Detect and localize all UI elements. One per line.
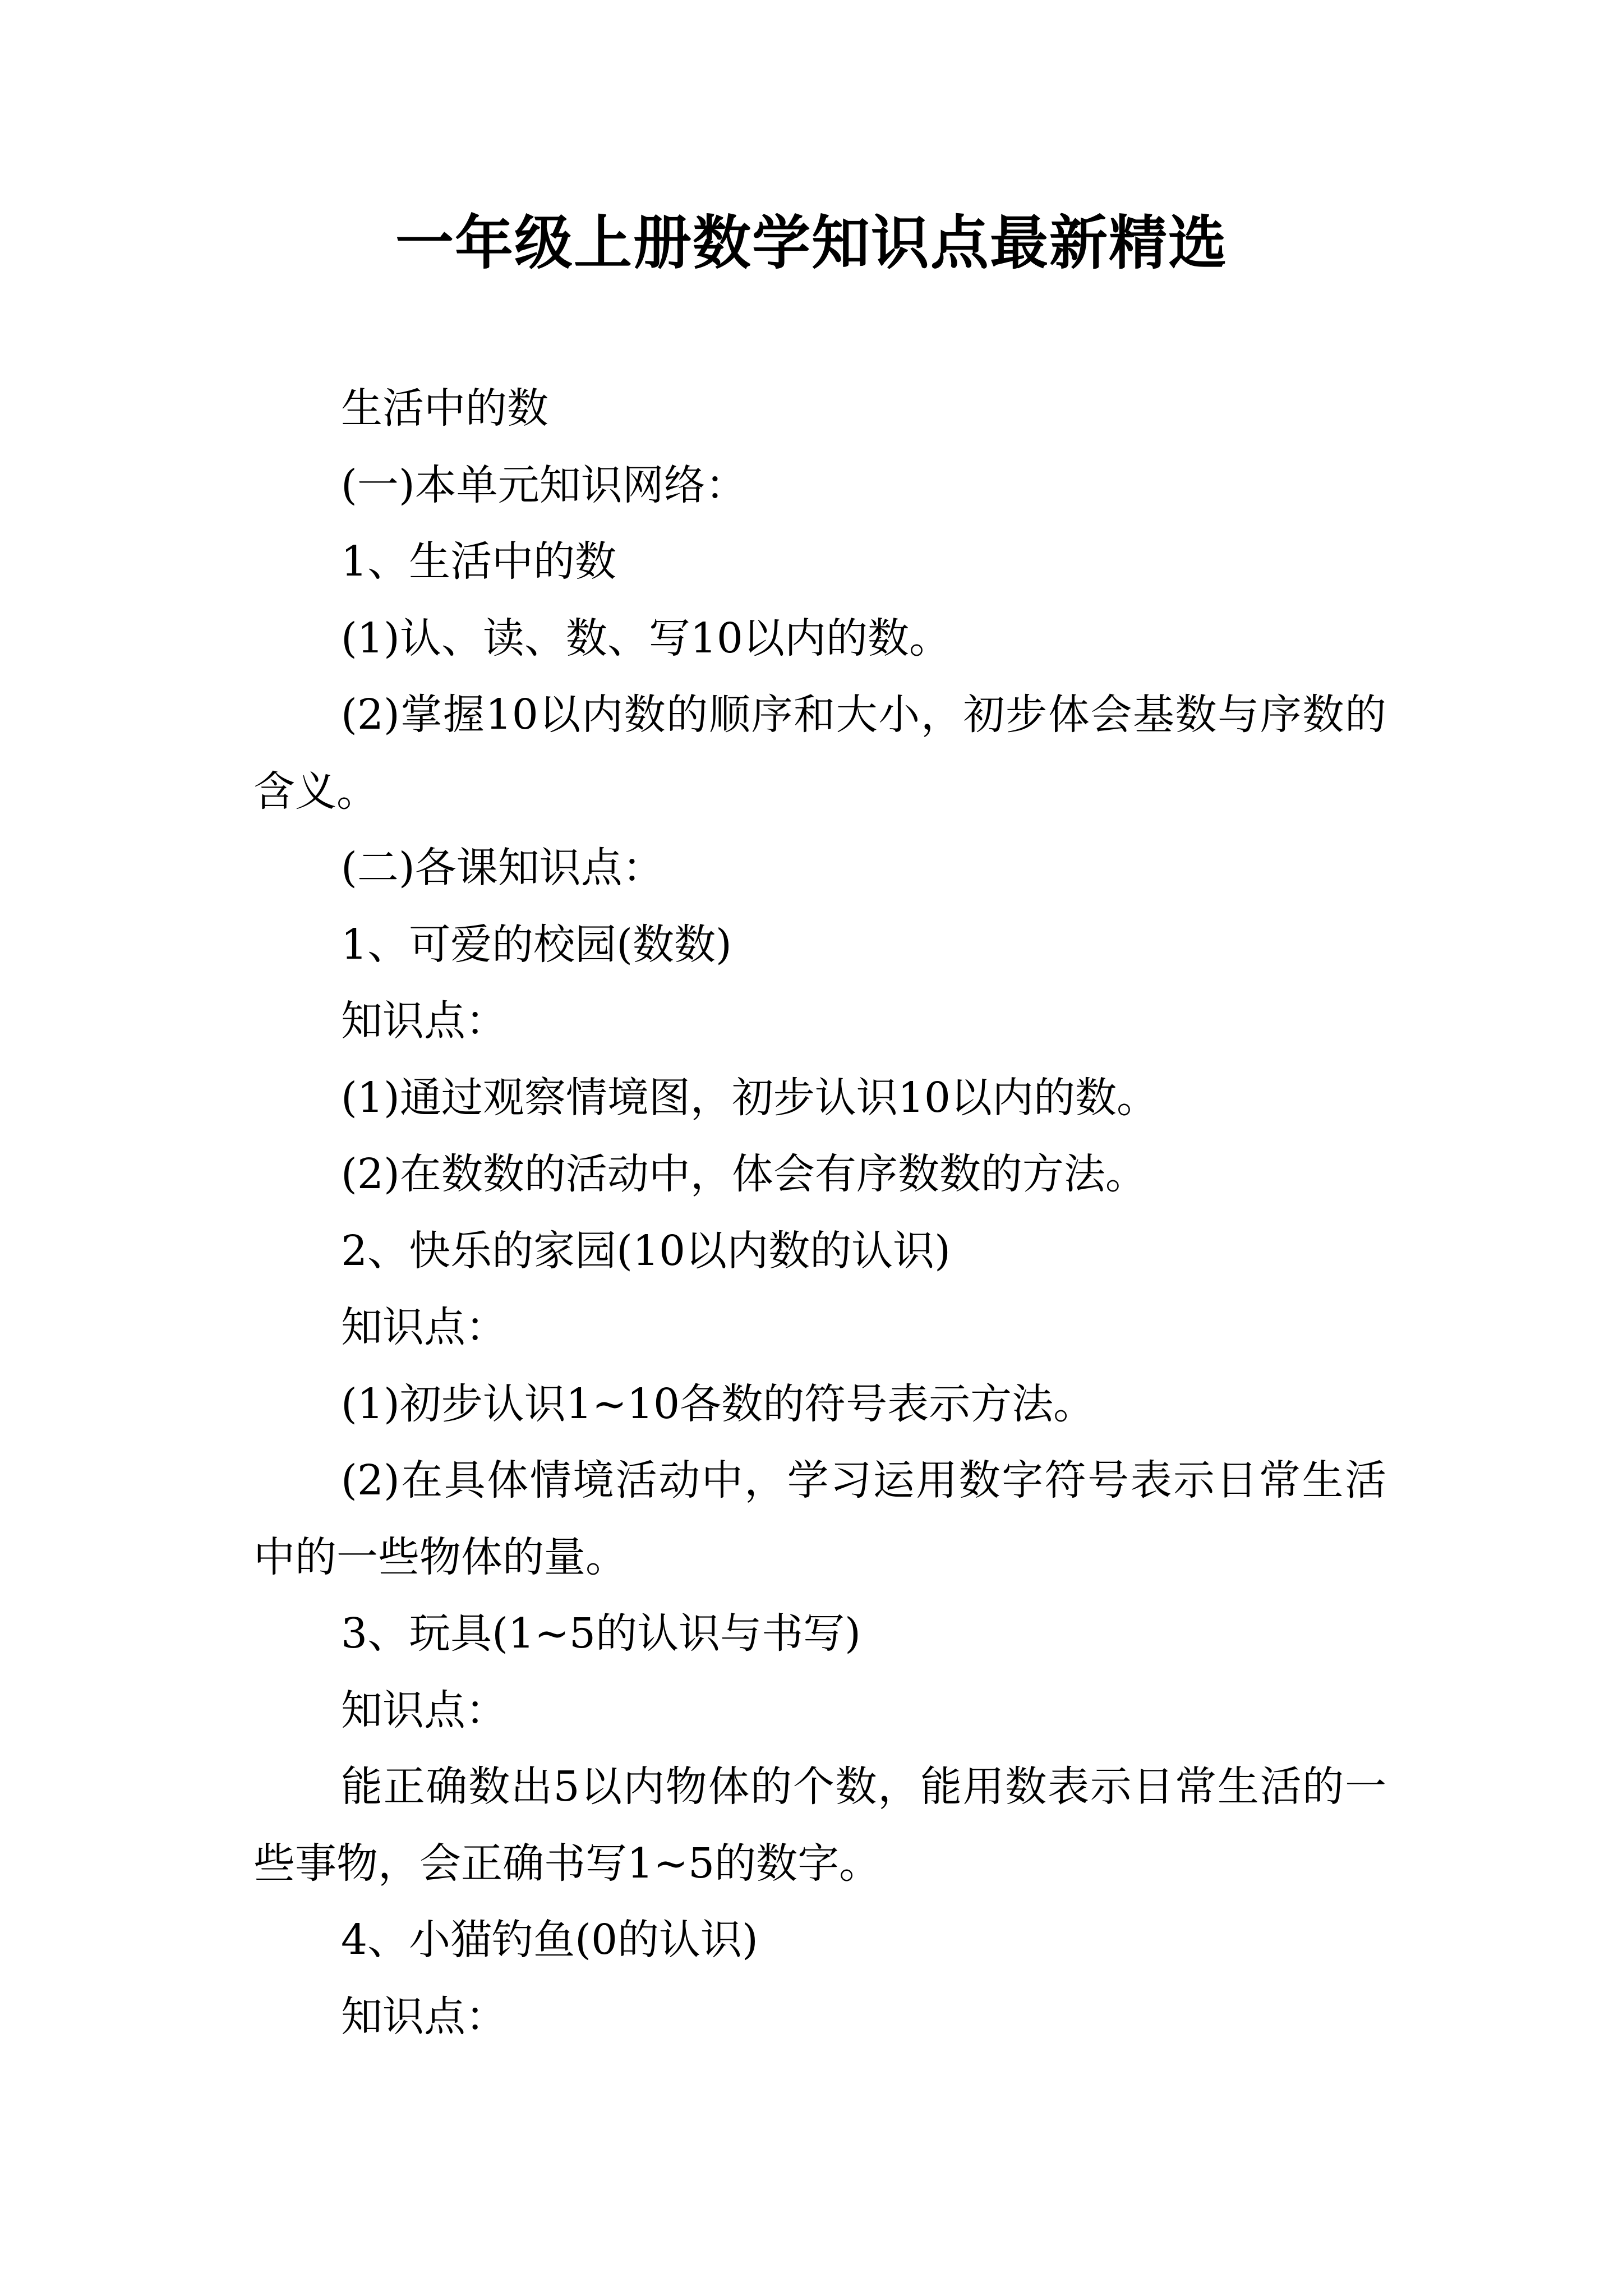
paragraph: 2、快乐的家园(10以内数的认识) — [341, 1226, 951, 1275]
paragraph: 知识点： — [341, 1303, 507, 1351]
paragraph: (2)在具体情境活动中，学习运用数字符号表示日常生活中的一些物体的量。 — [253, 1456, 1386, 1581]
paragraph: (1)初步认识1~10各数的符号表示方法。 — [341, 1379, 1095, 1428]
paragraph: 1、生活中的数 — [341, 537, 617, 586]
paragraph: 1、可爱的校园(数数) — [341, 920, 732, 969]
paragraph: 知识点： — [341, 1686, 507, 1734]
paragraph: (2)掌握10以内数的顺序和大小，初步体会基数与序数的含义。 — [253, 691, 1386, 816]
paragraph: 能正确数出5以内物体的个数，能用数表示日常生活的一些事物，会正确书写1~5的数字。 — [253, 1763, 1386, 1888]
paragraph: (1)认、读、数、写10以内的数。 — [341, 614, 951, 662]
paragraph: 3、玩具(1~5的认识与书写) — [341, 1609, 861, 1658]
paragraph: 知识点： — [341, 1992, 507, 2041]
paragraph: 知识点： — [341, 997, 507, 1045]
paragraph: (1)通过观察情境图，初步认识10以内的数。 — [341, 1073, 1158, 1122]
paragraph: (2)在数数的活动中，体会有序数数的方法。 — [341, 1150, 1147, 1198]
document-body — [253, 370, 1386, 2055]
paragraph: 生活中的数 — [341, 384, 548, 432]
document-title: 一年级上册数学知识点最新精选 — [395, 209, 1228, 277]
paragraph: (二)各课知识点： — [341, 844, 664, 892]
paragraph: 4、小猫钓鱼(0的认识) — [341, 1916, 758, 1964]
paragraph: (一)本单元知识网络： — [341, 461, 747, 509]
